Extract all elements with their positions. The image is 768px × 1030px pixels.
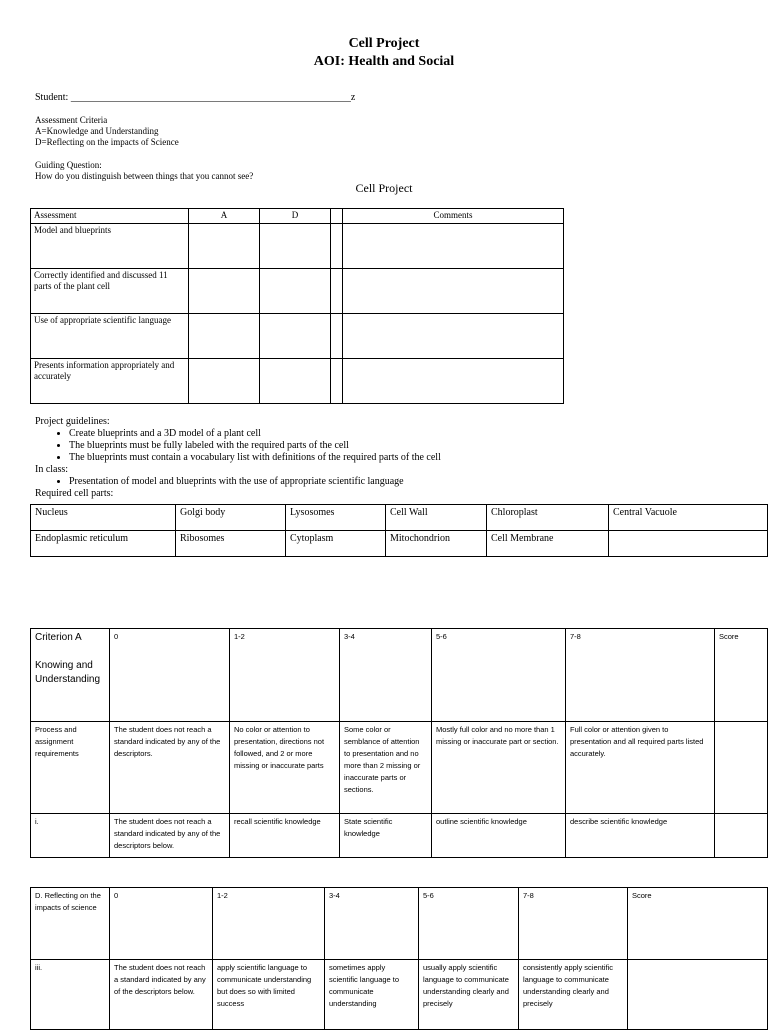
- criterion-name: Knowing and Understanding: [35, 660, 101, 685]
- cell-part: Lysosomes: [286, 505, 386, 531]
- score-a-cell[interactable]: [189, 314, 260, 359]
- descriptor-cell: Some color or semblance of attention to presentation and no more than 2 missing or inaccurate parts or sections.: [340, 722, 432, 814]
- spacer-cell: [331, 209, 343, 224]
- cell-part: Mitochondrion: [386, 531, 487, 557]
- descriptor-cell: State scientific knowledge: [340, 814, 432, 858]
- student-name-field[interactable]: ________________________________________________________: [70, 92, 351, 103]
- assessment-table: [30, 208, 564, 404]
- comments-cell[interactable]: [343, 269, 564, 314]
- list-item: • Create blueprints and a 3D model of a plant cell: [69, 428, 735, 440]
- table-row: [31, 814, 768, 858]
- assessment-header-row: [31, 209, 564, 224]
- guidelines-list: [35, 428, 735, 464]
- spacer-cell: [331, 359, 343, 404]
- descriptor-cell: No color or attention to presentation, directions not followed, and 2 or more missing or inaccurate parts: [230, 722, 340, 814]
- cell-part: Nucleus: [31, 505, 176, 531]
- comments-cell[interactable]: [343, 224, 564, 269]
- level-header: 1-2: [230, 629, 340, 722]
- assessment-item: Model and blueprints: [31, 224, 189, 269]
- criteria-heading: Assessment Criteria: [35, 115, 108, 125]
- descriptor-cell: The student does not reach a standard indicated by any of the descriptors.: [110, 722, 230, 814]
- page-subtitle: AOI: Health and Social: [313, 54, 455, 69]
- list-item: • The blueprints must be fully labeled with the required parts of the cell: [69, 440, 735, 452]
- comments-cell[interactable]: [343, 314, 564, 359]
- level-header: 7-8: [566, 629, 715, 722]
- score-a-cell[interactable]: [189, 359, 260, 404]
- cell-part: Chloroplast: [487, 505, 609, 531]
- section-title: Cell Project: [355, 181, 413, 195]
- cell-part: Cell Wall: [386, 505, 487, 531]
- table-row: [31, 505, 768, 531]
- rubric-header-row: [31, 888, 768, 960]
- guiding-question: [35, 160, 253, 182]
- rubric-row-label: i.: [31, 814, 110, 858]
- table-row: [31, 224, 564, 269]
- rubric-criterion-d: [30, 887, 768, 1030]
- descriptor-cell: describe scientific knowledge: [566, 814, 715, 858]
- spacer-cell: [331, 314, 343, 359]
- assessment-criteria: [35, 115, 179, 148]
- criterion-label: Criterion A: [35, 632, 82, 643]
- table-row: [31, 314, 564, 359]
- score-cell[interactable]: [715, 722, 768, 814]
- descriptor-cell: usually apply scientific language to communicate understanding clearly and precisely: [419, 960, 519, 1030]
- guiding-text: How do you distinguish between things that you cannot see?: [35, 171, 254, 181]
- table-row: [31, 722, 768, 814]
- score-cell[interactable]: [628, 960, 768, 1030]
- descriptor-cell: The student does not reach a standard indicated by any of the descriptors below.: [110, 960, 213, 1030]
- spacer-cell: [331, 224, 343, 269]
- cell-part: Ribosomes: [176, 531, 286, 557]
- table-row: [31, 960, 768, 1030]
- criterion-a-header: A: [189, 209, 260, 224]
- cell-part: Golgi body: [176, 505, 286, 531]
- criteria-a: A=Knowledge and Understanding: [35, 126, 159, 136]
- level-header: 3-4: [325, 888, 419, 960]
- comments-cell[interactable]: [343, 359, 564, 404]
- project-guidelines: [35, 416, 735, 500]
- in-class-heading: In class:: [35, 464, 69, 475]
- guiding-heading: Guiding Question:: [35, 160, 102, 170]
- assessment-item: Presents information appropriately and accurately: [31, 359, 189, 404]
- table-row: [31, 269, 564, 314]
- descriptor-cell: outline scientific knowledge: [432, 814, 566, 858]
- cell-part: Central Vacuole: [609, 505, 768, 531]
- assessment-header: Assessment: [31, 209, 189, 224]
- descriptor-cell: Full color or attention given to presentation and all required parts listed accurately.: [566, 722, 715, 814]
- assessment-item: Use of appropriate scientific language: [31, 314, 189, 359]
- score-header: Score: [715, 629, 768, 722]
- criterion-label: D. Reflecting on the impacts of science: [31, 888, 110, 960]
- in-class-list: [35, 476, 735, 488]
- level-header: 3-4: [340, 629, 432, 722]
- cell-parts-table: [30, 504, 768, 557]
- level-header: 7-8: [519, 888, 628, 960]
- assessment-item: Correctly identified and discussed 11 parts of the plant cell: [31, 269, 189, 314]
- comments-header: Comments: [343, 209, 564, 224]
- student-line: [35, 92, 355, 104]
- descriptor-cell: The student does not reach a standard indicated by any of the descriptors below.: [110, 814, 230, 858]
- cell-part: Cell Membrane: [487, 531, 609, 557]
- score-d-cell[interactable]: [260, 314, 331, 359]
- score-d-cell[interactable]: [260, 269, 331, 314]
- score-a-cell[interactable]: [189, 269, 260, 314]
- table-row: [31, 359, 564, 404]
- rubric-criterion-a: [30, 628, 768, 858]
- guidelines-heading: Project guidelines:: [35, 416, 110, 427]
- score-d-cell[interactable]: [260, 359, 331, 404]
- spacer-cell: [331, 269, 343, 314]
- list-item: • The blueprints must contain a vocabulary list with definitions of the required parts of the cell: [69, 452, 735, 464]
- rubric-header-row: [31, 629, 768, 722]
- descriptor-cell: sometimes apply scientific language to communicate understanding: [325, 960, 419, 1030]
- criteria-d: D=Reflecting on the impacts of Science: [35, 137, 179, 147]
- level-header: 0: [110, 629, 230, 722]
- descriptor-cell: recall scientific knowledge: [230, 814, 340, 858]
- table-row: [31, 531, 768, 557]
- level-header: 5-6: [432, 629, 566, 722]
- score-cell[interactable]: [715, 814, 768, 858]
- cell-part: Cytoplasm: [286, 531, 386, 557]
- student-suffix: z: [350, 92, 356, 103]
- level-header: 0: [110, 888, 213, 960]
- page-title: Cell Project: [348, 36, 420, 51]
- list-item: • Presentation of model and blueprints with the use of appropriate scientific language: [69, 476, 735, 488]
- level-header: 1-2: [213, 888, 325, 960]
- score-header: Score: [628, 888, 768, 960]
- descriptor-cell: Mostly full color and no more than 1 missing or inaccurate part or section.: [432, 722, 566, 814]
- cell-part: [609, 531, 768, 557]
- cell-part: Endoplasmic reticulum: [31, 531, 176, 557]
- required-parts-heading: Required cell parts:: [35, 488, 114, 499]
- rubric-row-label: Process and assignment requirements: [31, 722, 110, 814]
- level-header: 5-6: [419, 888, 519, 960]
- score-d-cell[interactable]: [260, 224, 331, 269]
- descriptor-cell: consistently apply scientific language to communicate understanding clearly and precisely: [519, 960, 628, 1030]
- descriptor-cell: apply scientific language to communicate understanding but does so with limited success: [213, 960, 325, 1030]
- criterion-cell: [31, 629, 110, 722]
- score-a-cell[interactable]: [189, 224, 260, 269]
- student-label: Student:: [35, 92, 69, 103]
- rubric-row-label: iii.: [31, 960, 110, 1030]
- criterion-d-header: D: [260, 209, 331, 224]
